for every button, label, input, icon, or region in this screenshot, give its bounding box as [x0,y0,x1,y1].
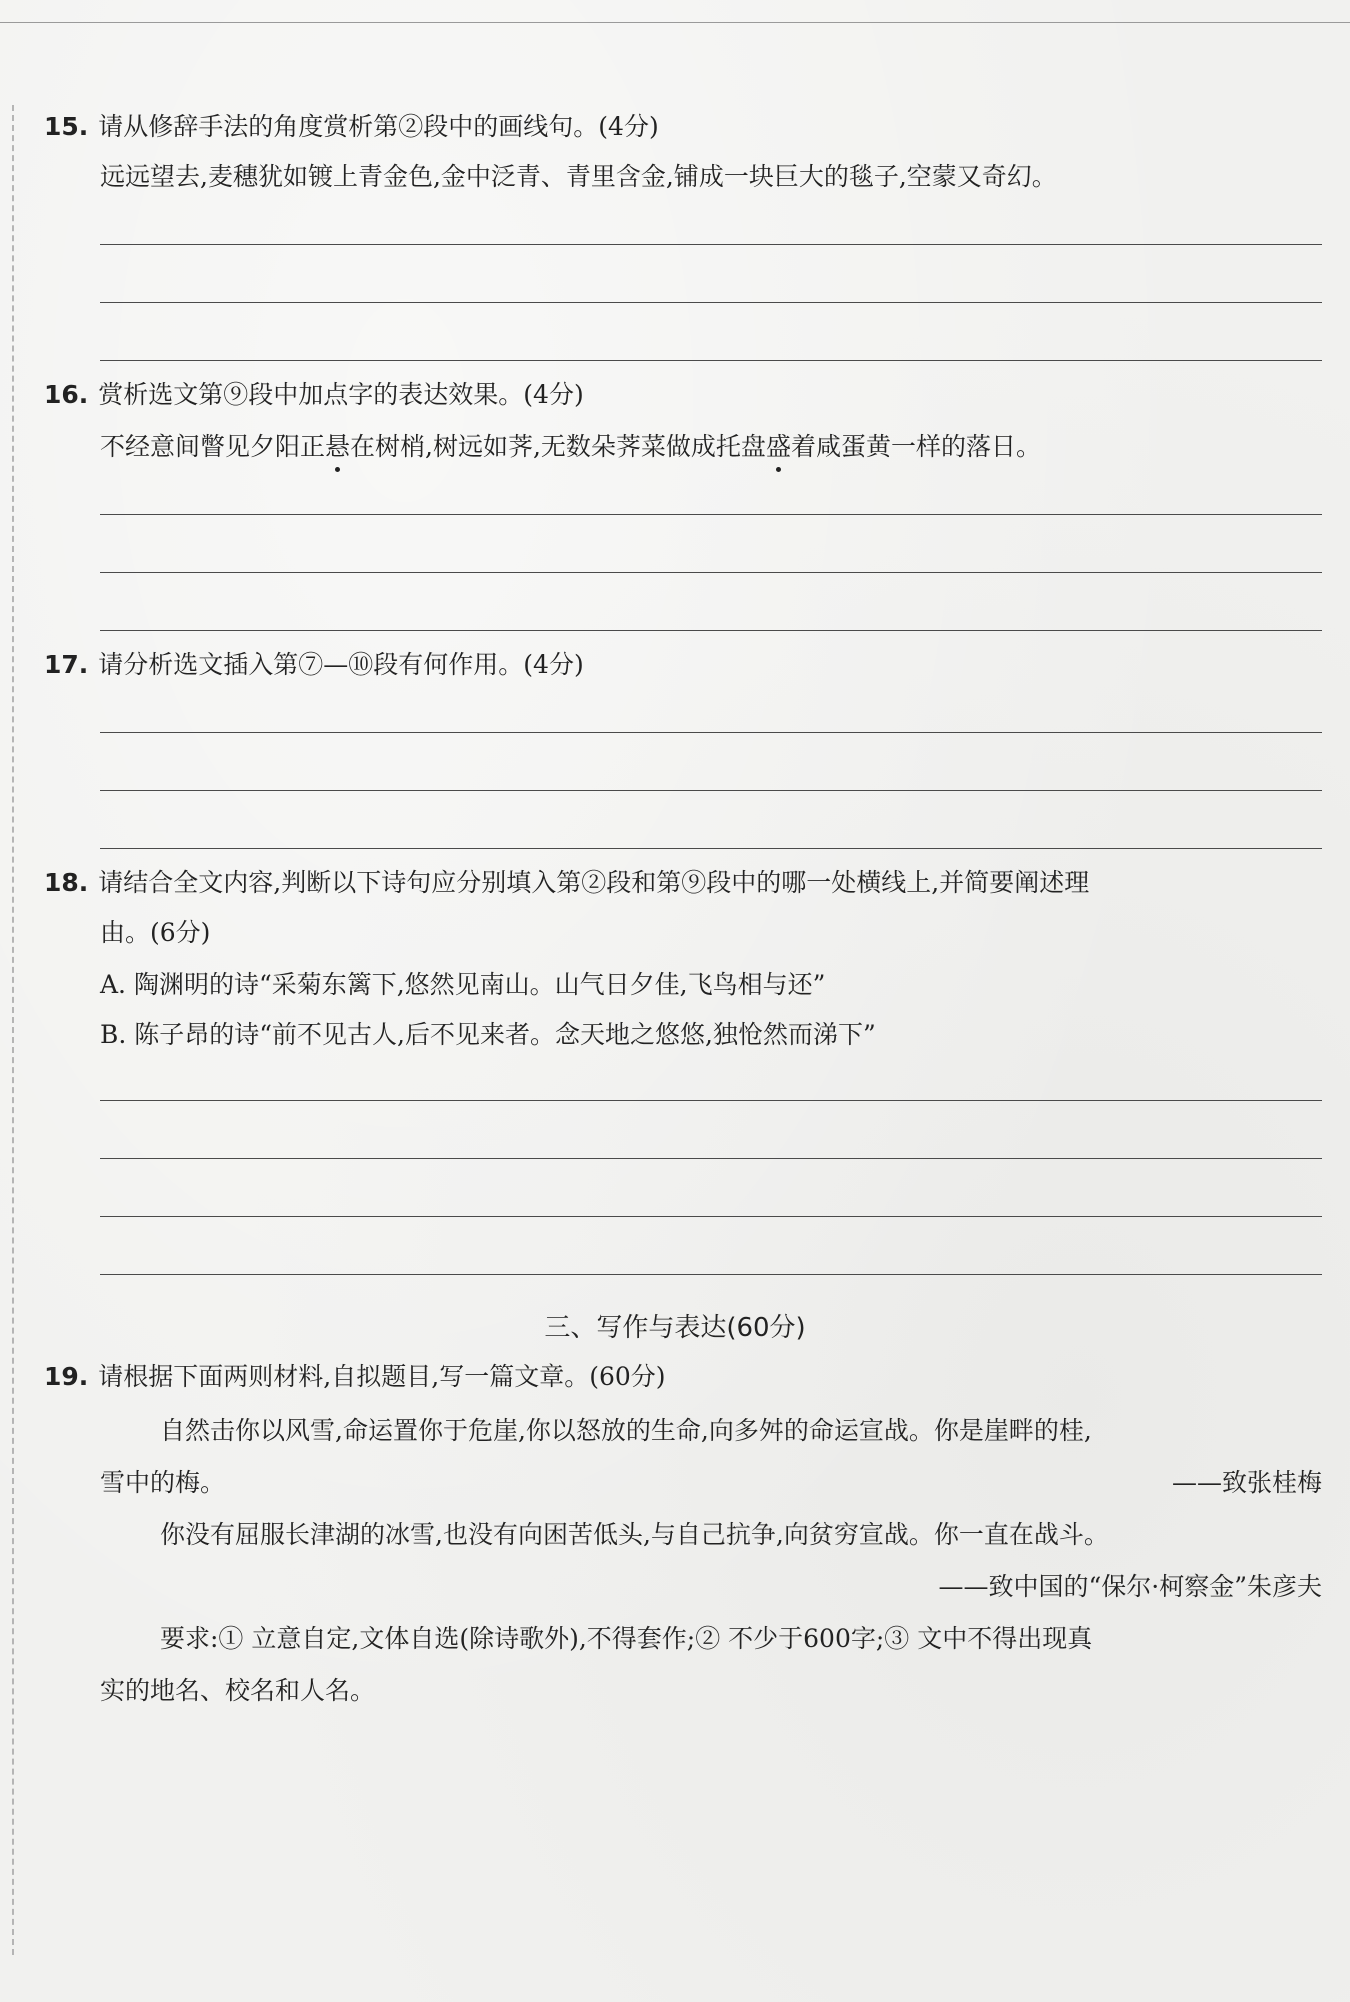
question-number: 19. [44,1362,89,1391]
question-number: 17. [44,650,89,679]
quote-segment: 着咸蛋黄一样的落日。 [790,432,1041,461]
requirements-line-2: 实的地名、校名和人名。 [100,1676,376,1705]
question-16-quote [100,430,1041,464]
dotted-character: 悬 [325,430,350,464]
answer-line[interactable] [100,360,1322,361]
answer-line[interactable] [100,1158,1322,1159]
quote-segment: 在树梢,树远如荠,无数朵荠菜做成托盘 [350,432,766,461]
material-1-line-2: 雪中的梅。 [100,1468,226,1497]
answer-line[interactable] [100,848,1322,849]
question-prompt: 请结合全文内容,判断以下诗句应分别填入第②段和第⑨段中的哪一处横线上,并简要阐述理 [98,868,1090,897]
answer-line[interactable] [100,244,1322,245]
answer-line[interactable] [100,1274,1322,1275]
question-16 [44,378,584,412]
dotted-character: 盛 [766,430,791,464]
material-2-line-1: 你没有屈服长津湖的冰雪,也没有向困苦低头,与自己抗争,向贫穷宣战。你一直在战斗。 [160,1520,1109,1549]
binding-margin-rule [12,105,14,1955]
material-2-signature: ——致中国的“保尔·柯察金”朱彦夫 [938,1572,1322,1601]
option-b: B. 陈子昂的诗“前不见古人,后不见来者。念天地之悠悠,独怆然而涕下” [100,1020,876,1049]
answer-line[interactable] [100,790,1322,791]
answer-line[interactable] [100,302,1322,303]
question-18-prompt-continued: 由。(6分) [100,918,211,947]
answer-line[interactable] [100,514,1322,515]
material-1-line-1: 自然击你以风雪,命运置你于危崖,你以怒放的生命,向多舛的命运宣战。你是崖畔的桂, [160,1416,1092,1445]
question-number: 18. [44,868,89,897]
question-19 [44,1360,666,1394]
material-1-signature: ——致张桂梅 [1171,1468,1322,1497]
answer-line[interactable] [100,732,1322,733]
answer-line[interactable] [100,1100,1322,1101]
answer-line[interactable] [100,572,1322,573]
question-15 [44,110,659,144]
top-border [0,22,1350,23]
question-number: 16. [44,380,89,409]
question-prompt: 请分析选文插入第⑦—⑩段有何作用。(4分) [98,650,584,679]
question-18 [44,866,1089,900]
answer-line[interactable] [100,630,1322,631]
question-17 [44,648,584,682]
question-prompt: 赏析选文第⑨段中加点字的表达效果。(4分) [98,380,584,409]
answer-line[interactable] [100,1216,1322,1217]
question-15-quote: 远远望去,麦穗犹如镀上青金色,金中泛青、青里含金,铺成一块巨大的毯子,空蒙又奇幻。 [100,162,1057,191]
question-number: 15. [44,112,89,141]
question-prompt: 请从修辞手法的角度赏析第②段中的画线句。(4分) [98,112,659,141]
question-prompt: 请根据下面两则材料,自拟题目,写一篇文章。(60分) [98,1362,666,1391]
option-a: A. 陶渊明的诗“采菊东篱下,悠然见南山。山气日夕佳,飞鸟相与还” [100,970,826,999]
requirements-line-1: 要求:① 立意自定,文体自选(除诗歌外),不得套作;② 不少于600字;③ 文中不得出现真 [160,1624,1093,1653]
quote-segment: 不经意间瞥见夕阳正 [100,432,326,461]
section-heading: 三、写作与表达(60分) [544,1313,806,1343]
